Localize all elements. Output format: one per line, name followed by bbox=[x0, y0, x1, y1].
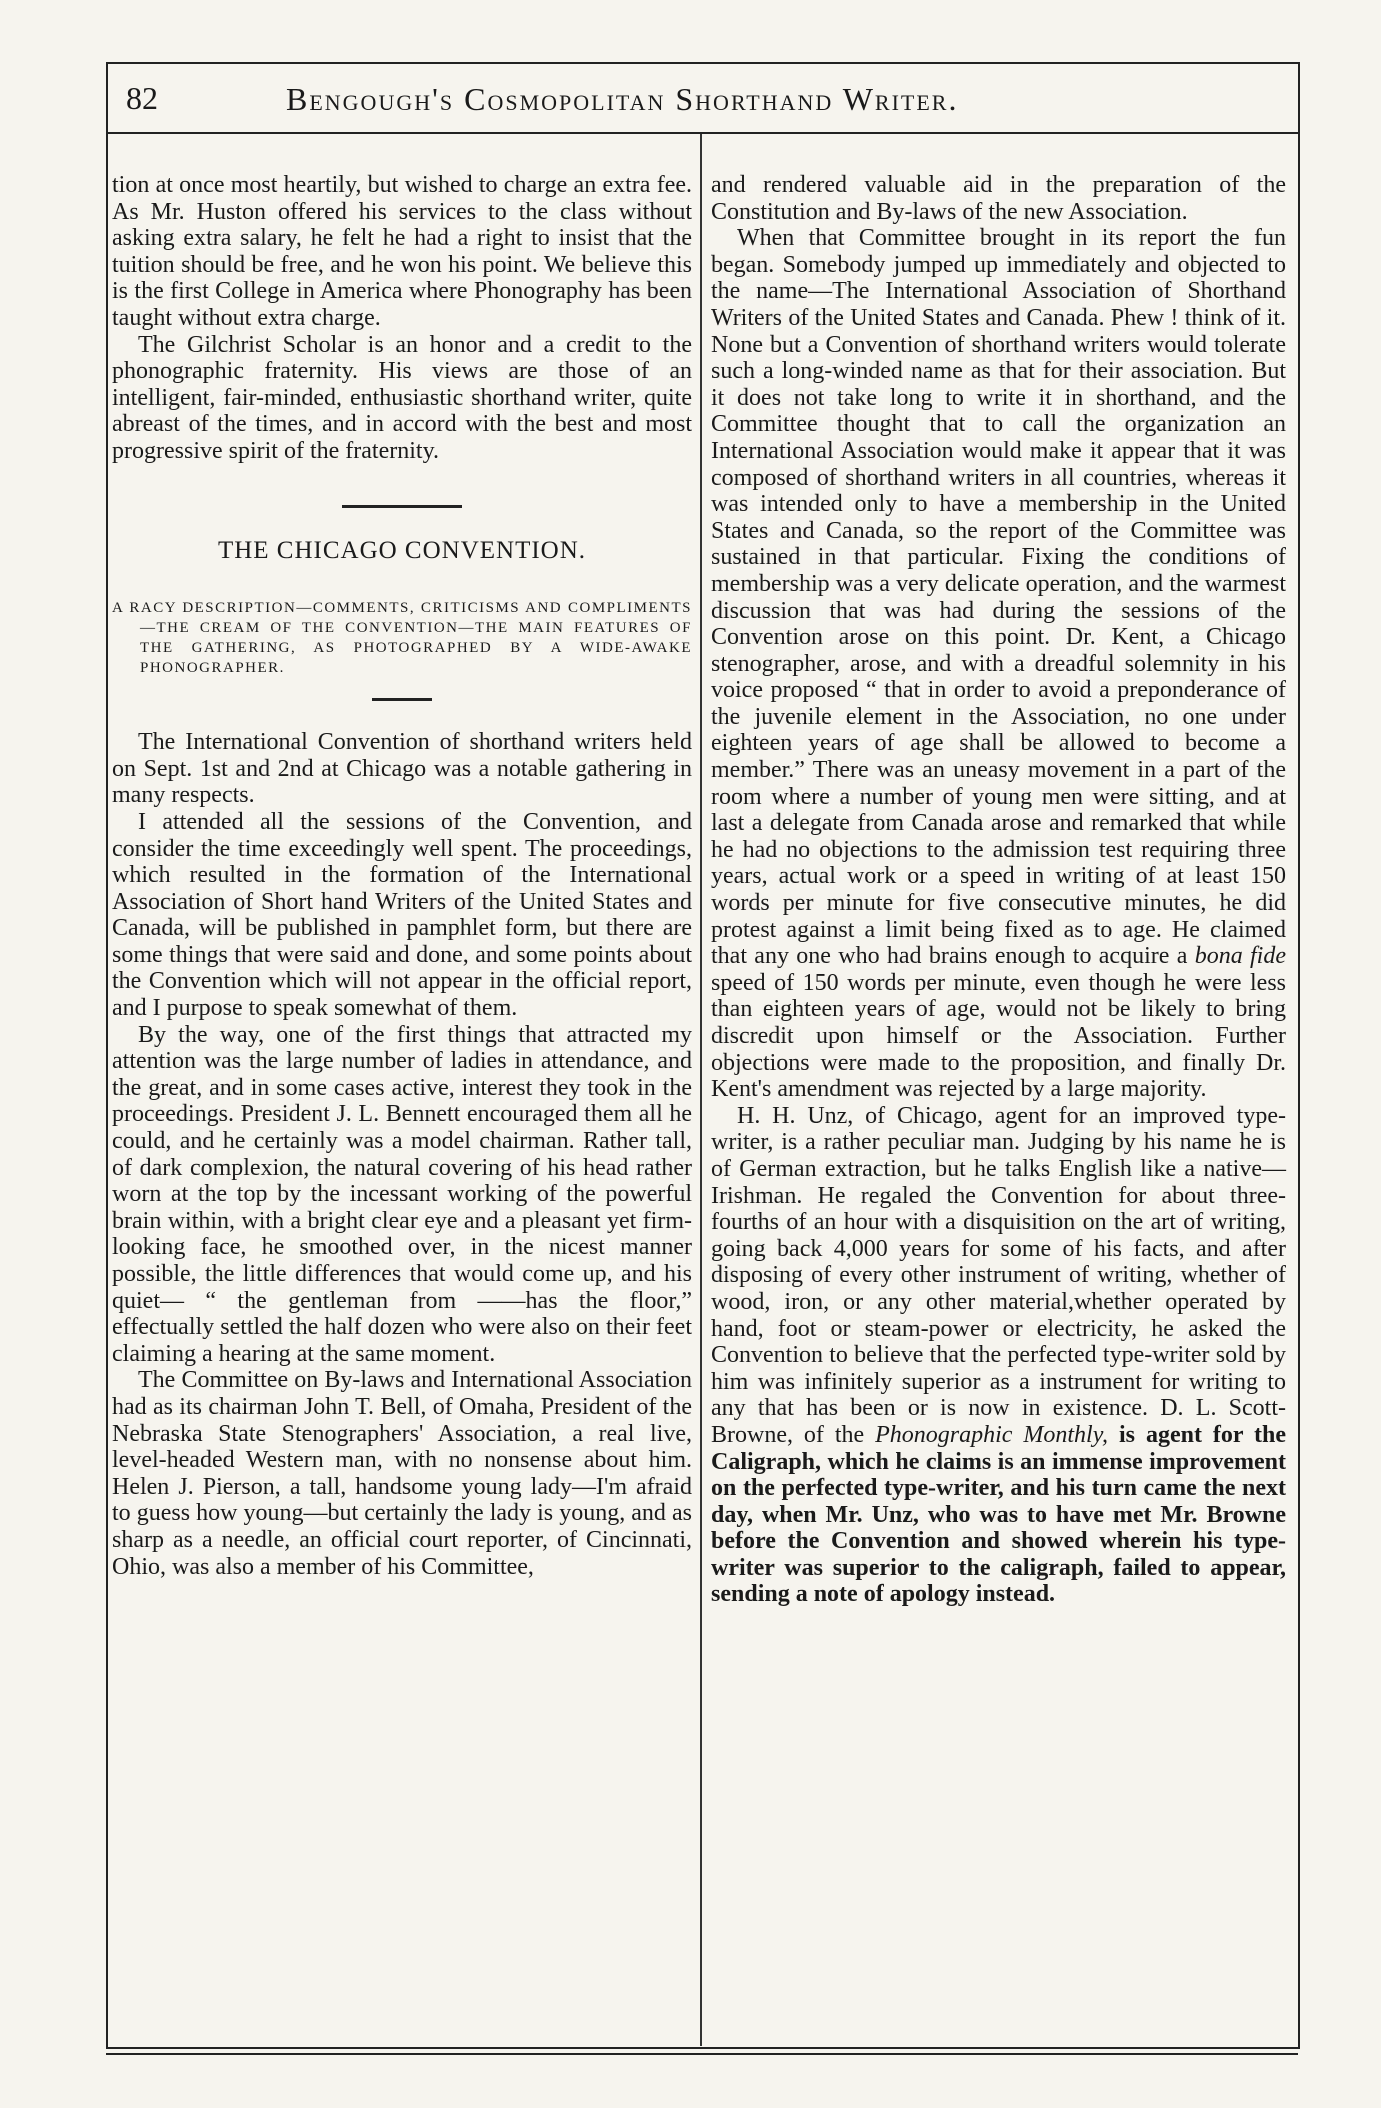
section-subhead: A RACY DESCRIPTION—COMMENTS, CRITICISMS AND COMPLIMENTS—THE CREAM OF THE CONVENTION—THE MAIN FEATURES OF THE GATHERING, AS PHOTOGRAPHED BY A WIDE-AWAKE PHONOGRAPHER. bbox=[112, 600, 692, 677]
paragraph: When that Committee brought in its report the fun began. Somebody jumped up immediately and objected to the name—The International Association of Shorthand Writers of the United States and Canada. Phew ! think of it. None but a Convention of shorthand writers would tolerate such a long-winded name as that for their association. But it does not take long to write it in shorthand, and the Committee thought that to call the organization an International Association would make it appear that it was composed of shorthand writers in all countries, whereas it was intended only to have a membership in the United States and Canada, so the report of the Committee was sustained in that particular. Fixing the conditions of membership was a very delicate operation, and the warmest discussion that was had during the sessions of the Convention arose on this point. Dr. Kent, a Chicago stenographer, arose, and with a dreadful solemnity in his voice proposed “ that in order to avoid a preponderance of the juvenile element in the Association, no one under eighteen years of age shall be allowed to become a member.” There was an uneasy movement in a part of the room where a number of young men were sitting, and at last a delegate from Canada arose and remarked that while he had no objections to the admission test requiring three years, actual work or a speed in writing of at least 150 words per minute for five consecutive minutes, he did protest against a limit being fixed as to age. He claimed that any one who had brains enough to acquire a bona fide speed of 150 words per minute, even though he were less than eighteen years of age, would not be likely to bring discredit upon himself or the Association. Further objections were made to the proposition, and finally Dr. Kent's amendment was rejected by a large majority. bbox=[711, 225, 1286, 1103]
journal-title: Bengough's Cosmopolitan Shorthand Writer. bbox=[286, 81, 959, 117]
page-number: 82 bbox=[126, 80, 158, 116]
italic-phrase: Phonographic Monthly, bbox=[875, 1421, 1109, 1448]
paragraph: I attended all the sessions of the Convention, and consider the time exceedingly well spent. The proceedings, which resulted in the formation of the International Association of Short hand Writers of the United States and Canada, will be published in pamphlet form, but there are some things that were said and done, and some points about the Convention which will not appear in the official report, and I purpose to speak somewhat of them. bbox=[112, 808, 692, 1022]
paragraph: H. H. Unz, of Chicago, agent for an improved type-writer, is a rather peculiar man. Judging by his name he is of German extraction, but he talks English like a native—Irishman. He regaled the Convention for about three-fourths of an hour with a disquisition on the art of writing, going back 4,000 years for some of his facts, and after disposing of every other instrument of writing, whether of wood, iron, or any other material,whether operated by hand, foot or steam-power or electricity, he asked the Convention to believe that the perfected type-writer sold by him was infinitely superior as a instrument for writing to any that has been or is now in existence. D. L. Scott-Browne, of the Phonographic Monthly, is agent for the Caligraph, which he claims is an immense improvement on the perfected type-writer, and his turn came the next day, when Mr. Unz, who was to have met Mr. Browne before the Convention and showed wherein his type-writer was superior to the caligraph, failed to appear, sending a note of apology instead. bbox=[711, 1102, 1287, 1608]
paragraph: By the way, one of the first things that attracted my attention was the large number of ladies in attendance, and the great, and in some cases active, interest they took in the proceedings. President J. L. Bennett encouraged them all he could, and he certainly was a model chairman. Rather tall, of dark complexion, the natural covering of his head rather worn at the top by the incessant working of the powerful brain within, with a bright clear eye and a pleasant yet firm-looking face, he smoothed over, in the nicest manner possible, the little differences that would come up, and his quiet— “ the gentleman from ——has the floor,” effectually settled the half dozen who were also on their feet claiming a hearing at the same moment. bbox=[112, 1021, 692, 1367]
paragraph: and rendered valuable aid in the preparation of the Constitution and By-laws of the new Association. bbox=[711, 172, 1286, 225]
bottom-rule bbox=[106, 2053, 1298, 2055]
paragraph: The International Convention of shorthand writers held on Sept. 1st and 2nd at Chicago was a notable gathering in many respects. bbox=[112, 729, 692, 809]
column-divider bbox=[700, 134, 702, 2046]
paragraph: tion at once most heartily, but wished to charge an extra fee. As Mr. Huston offered his services to the class without asking extra salary, he felt he had a right to insist that the tuition should be free, and he won his point. We believe this is the first College in America where Phonography has been taught without extra charge. bbox=[112, 172, 692, 331]
italic-phrase: bona fide bbox=[1194, 943, 1286, 970]
section-title: THE CHICAGO CONVENTION. bbox=[217, 536, 587, 564]
left-column bbox=[112, 172, 692, 1580]
paragraph: The Gilchrist Scholar is an honor and a credit to the phonographic fraternity. His views are those of an intelligent, fair-minded, enthusiastic shorthand writer, quite abreast of the times, and in accord with the best and most progressive spirit of the fraternity. bbox=[112, 331, 692, 464]
section-rule bbox=[342, 505, 462, 508]
right-column bbox=[711, 172, 1286, 1608]
paragraph: The Committee on By-laws and International Association had as its chairman John T. Bell, of Omaha, President of the Nebraska State Stenographers' Association, a real live, level-headed Western man, with no nonsense about him. Helen J. Pierson, a tall, handsome young lady—I'm afraid to guess how young—but certainly the lady is young, and as sharp as a needle, an official court reporter, of Cincinnati, Ohio, was also a member of his Committee, bbox=[112, 1367, 692, 1580]
